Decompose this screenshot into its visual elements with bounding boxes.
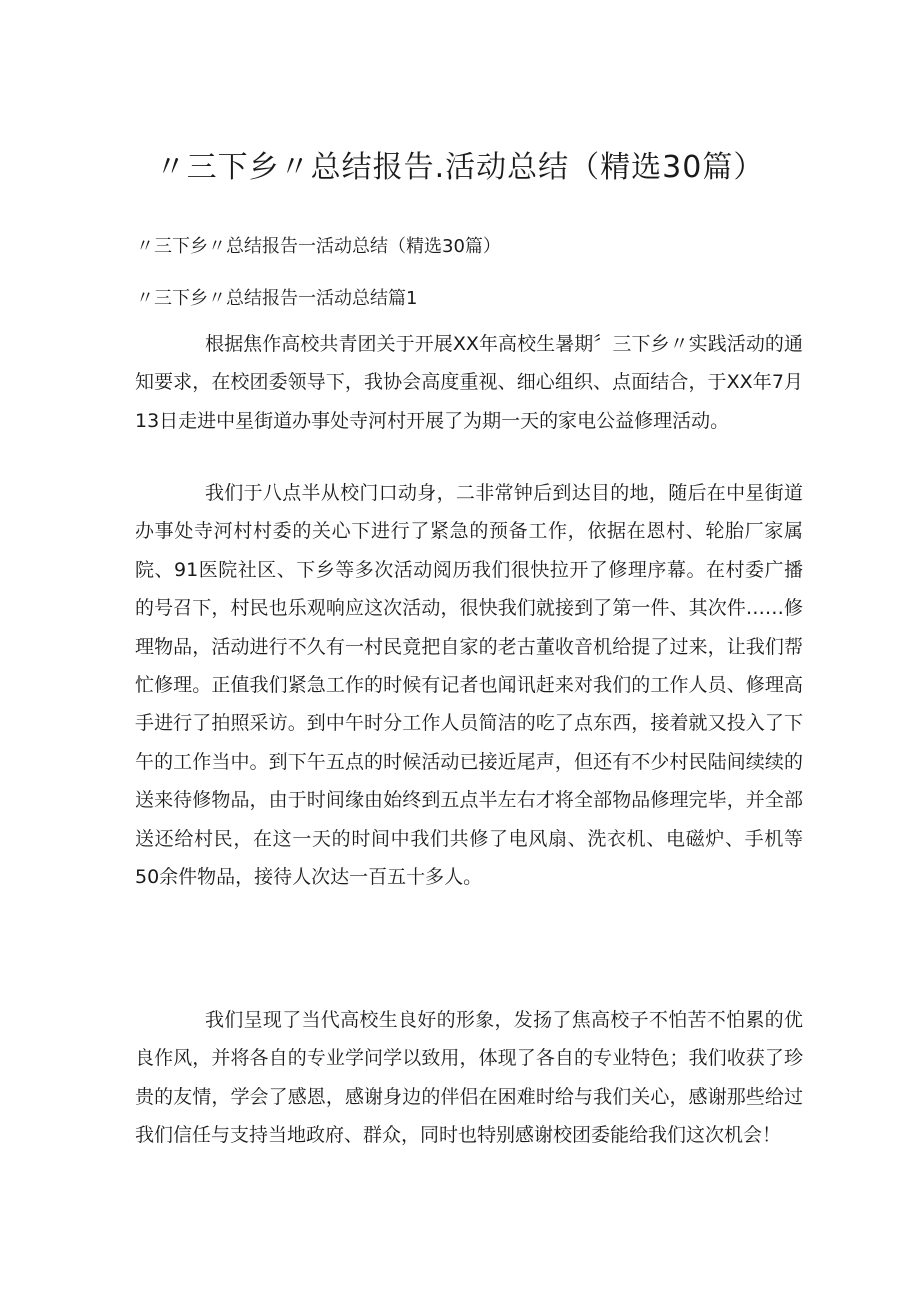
section-heading: 〃三下乡〃总结报告一活动总结篇1 <box>136 288 418 309</box>
body-paragraph: 我们呈现了当代高校生良好的形象，发扬了焦高校子不怕苦不怕累的优良作风，并将各自的专业学问学以致用，体现了各自的专业特色；我们收获了珍贵的友情，学会了感恩，感谢身边的伴侣在困难时给与我们关心，感谢那些给过我们信任与支持当地政府、群众，同时也特别感谢校团委能给我们这次机会！ <box>135 1009 803 1147</box>
body-paragraph: 根据焦作高校共青团关于开展XX年高校生暑期〞三下乡〃实践活动的通知要求，在校团委领导下，我协会高度重视、细心组织、点面结合，于XX年7月13日走进中星街道办事处寺河村开展了为期一天的家电公益修理活动。 <box>135 333 803 432</box>
document-title: 〃三下乡〃总结报告.活动总结（精选30篇） <box>155 150 765 185</box>
document-subtitle: 〃三下乡〃总结报告一活动总结（精选30篇） <box>136 236 501 257</box>
body-paragraph: 我们于八点半从校门口动身，二非常钟后到达目的地，随后在中星街道办事处寺河村村委的关心下进行了紧急的预备工作，依据在恩村、轮胎厂家属院、91医院社区、下乡等多次活动阅历我们很快拉开了修理序幕。在村委广播的号召下，村民也乐观响应这次活动，很快我们就接到了第一件、其次件……修理物品，活动进行不久有一村民竟把自家的老古董收音机给提了过来，让我们帮忙修理。正值我们紧急工作的时候有记者也闻讯赶来对我们的工作人员、修理高手进行了拍照采访。到中午时分工作人员简洁的吃了点东西，接着就又投入了下午的工作当中。到下午五点的时候活动已接近尾声，但还有不少村民陆间续续的送来待修物品，由于时间缘由始终到五点半左右才将全部物品修理完毕，并全部送还给村民，在这一天的时间中我们共修了电风扇、洗衣机、电磁炉、手机等50余件物品，接待人次达一百五十多人。 <box>135 482 803 889</box>
